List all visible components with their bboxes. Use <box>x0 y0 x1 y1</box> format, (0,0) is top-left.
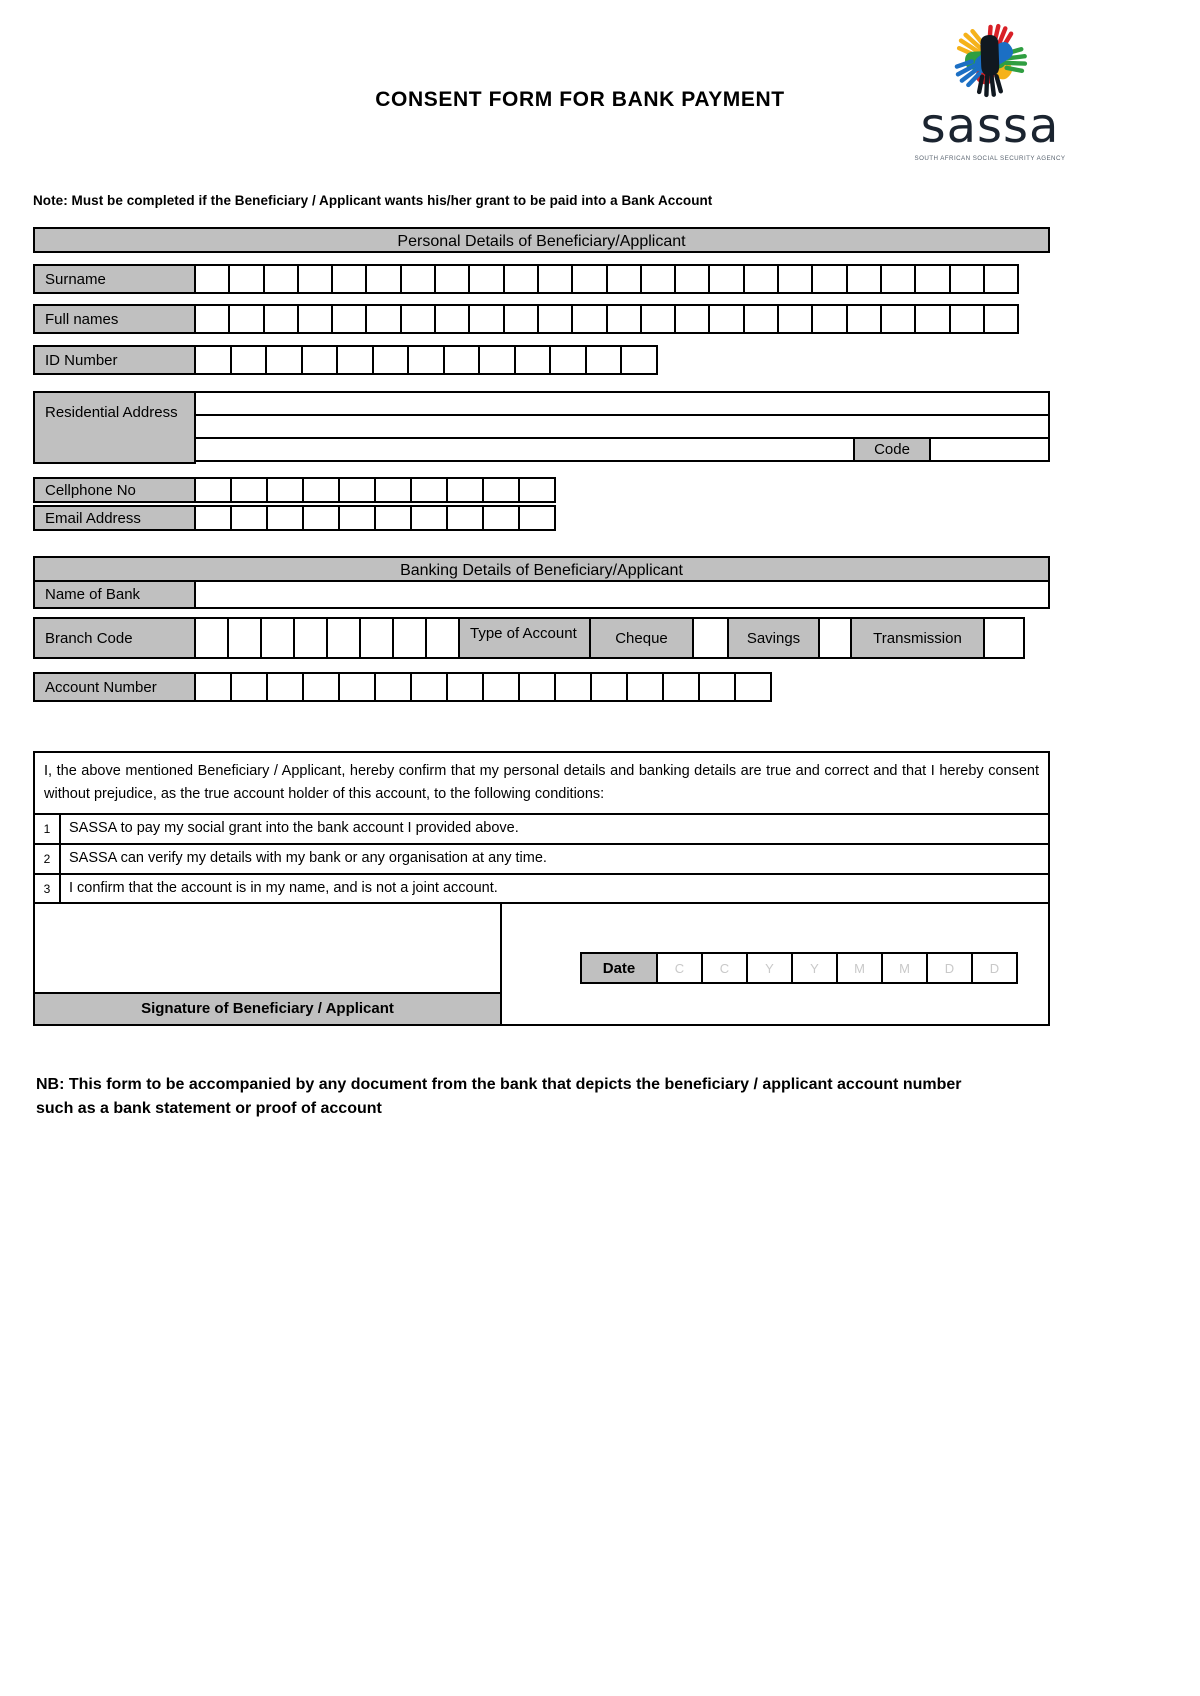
input-cell[interactable] <box>674 304 710 334</box>
input-cell[interactable] <box>662 672 700 702</box>
input-cell[interactable] <box>446 477 484 503</box>
date-cell[interactable]: M <box>836 952 883 984</box>
condition-row <box>35 845 1048 875</box>
input-cell[interactable] <box>336 345 374 375</box>
input-cell[interactable] <box>410 672 448 702</box>
input-cell[interactable] <box>194 304 230 334</box>
input-cell[interactable] <box>266 672 304 702</box>
label-email: Email Address <box>33 505 196 531</box>
input-cell[interactable] <box>228 264 264 294</box>
input-cell[interactable] <box>518 672 556 702</box>
label-date: Date <box>580 952 658 984</box>
input-cell[interactable] <box>227 617 262 659</box>
input-cell[interactable] <box>503 304 539 334</box>
name-of-bank-input[interactable] <box>194 580 1050 609</box>
input-cell[interactable] <box>585 345 623 375</box>
date-cell[interactable]: Y <box>746 952 793 984</box>
address-line-3[interactable] <box>194 437 855 462</box>
date-cell[interactable]: M <box>881 952 928 984</box>
input-cell[interactable] <box>846 264 882 294</box>
input-cell[interactable] <box>293 617 328 659</box>
input-cell[interactable] <box>302 477 340 503</box>
input-cell[interactable] <box>230 672 268 702</box>
date-cell[interactable]: C <box>701 952 748 984</box>
input-cell[interactable] <box>359 617 394 659</box>
input-cell[interactable] <box>554 672 592 702</box>
input-cell[interactable] <box>194 264 230 294</box>
date-field[interactable] <box>580 952 1018 984</box>
input-cell[interactable] <box>446 672 484 702</box>
input-cell[interactable] <box>983 264 1019 294</box>
option-label-cheque: Cheque <box>589 617 694 659</box>
full-names-boxes[interactable] <box>194 304 1019 334</box>
date-cell[interactable]: D <box>971 952 1018 984</box>
input-cell[interactable] <box>302 672 340 702</box>
label-type-of-account: Type of Account <box>458 617 591 659</box>
input-cell[interactable] <box>777 264 813 294</box>
condition-number: 1 <box>35 815 61 843</box>
account-number-boxes[interactable] <box>194 672 772 702</box>
condition-number: 2 <box>35 845 61 873</box>
date-cell[interactable]: C <box>656 952 703 984</box>
personal-details-heading: Personal Details of Beneficiary/Applicant <box>33 227 1050 253</box>
input-cell[interactable] <box>434 304 470 334</box>
input-cell[interactable] <box>503 264 539 294</box>
input-cell[interactable] <box>698 672 736 702</box>
branch-code-boxes[interactable] <box>194 617 460 659</box>
input-cell[interactable] <box>410 505 448 531</box>
surname-boxes[interactable] <box>194 264 1019 294</box>
input-cell[interactable] <box>482 672 520 702</box>
page-title: CONSENT FORM FOR BANK PAYMENT <box>375 88 785 111</box>
input-cell[interactable] <box>914 304 950 334</box>
input-cell[interactable] <box>914 264 950 294</box>
input-cell[interactable] <box>194 672 232 702</box>
input-cell[interactable] <box>482 477 520 503</box>
input-cell[interactable] <box>338 505 376 531</box>
input-cell[interactable] <box>949 264 985 294</box>
label-account-number: Account Number <box>33 672 196 702</box>
input-cell[interactable] <box>708 264 744 294</box>
checkbox-cheque[interactable] <box>692 617 729 659</box>
signature-caption: Signature of Beneficiary / Applicant <box>35 992 500 1024</box>
condition-row <box>35 815 1048 845</box>
input-cell[interactable] <box>266 505 304 531</box>
input-cell[interactable] <box>374 672 412 702</box>
cellphone-boxes[interactable] <box>194 477 556 503</box>
label-branch-code: Branch Code <box>33 617 196 659</box>
logo-wordmark: sassa <box>920 98 1060 154</box>
input-cell[interactable] <box>606 264 642 294</box>
condition-text: SASSA to pay my social grant into the bank account I provided above. <box>69 820 519 837</box>
input-cell[interactable] <box>230 345 268 375</box>
input-cell[interactable] <box>640 264 676 294</box>
label-surname: Surname <box>33 264 196 294</box>
signature-pad[interactable] <box>35 904 500 992</box>
input-cell[interactable] <box>194 617 229 659</box>
input-cell[interactable] <box>590 672 628 702</box>
consent-conditions <box>35 815 1048 904</box>
input-cell[interactable] <box>518 505 556 531</box>
input-cell[interactable] <box>571 304 607 334</box>
input-cell[interactable] <box>194 505 232 531</box>
input-cell[interactable] <box>880 264 916 294</box>
label-id-number: ID Number <box>33 345 196 375</box>
input-cell[interactable] <box>265 345 303 375</box>
input-cell[interactable] <box>777 304 813 334</box>
footer-nb: NB: This form to be accompanied by any document from the bank that depicts the beneficiary / applicant account number such as a bank statement or proof of account <box>36 1076 962 1117</box>
input-cell[interactable] <box>743 304 779 334</box>
input-cell[interactable] <box>331 264 367 294</box>
input-cell[interactable] <box>606 304 642 334</box>
input-cell[interactable] <box>263 264 299 294</box>
address-line-1[interactable] <box>194 391 1050 416</box>
input-cell[interactable] <box>743 264 779 294</box>
banking-details-heading: Banking Details of Beneficiary/Applicant <box>33 556 1050 582</box>
condition-text: I confirm that the account is in my name, and is not a joint account. <box>69 879 498 896</box>
input-cell[interactable] <box>228 304 264 334</box>
consent-intro: I, the above mentioned Beneficiary / Applicant, hereby confirm that my personal details and banking details are true and correct and that I hereby consent without prejudice, as the true account holder of this account, to the following conditions: <box>35 753 1048 815</box>
checkbox-transmission[interactable] <box>983 617 1025 659</box>
signature-box[interactable] <box>35 904 502 1024</box>
input-cell[interactable] <box>425 617 460 659</box>
input-cell[interactable] <box>514 345 552 375</box>
input-cell[interactable] <box>301 345 339 375</box>
input-cell[interactable] <box>518 477 556 503</box>
input-cell[interactable] <box>230 505 268 531</box>
input-cell[interactable] <box>410 477 448 503</box>
input-cell[interactable] <box>674 264 710 294</box>
address-line-2[interactable] <box>194 414 1050 439</box>
input-cell[interactable] <box>194 345 232 375</box>
input-cell[interactable] <box>468 304 504 334</box>
id-number-boxes[interactable] <box>194 345 658 375</box>
input-cell[interactable] <box>407 345 445 375</box>
input-cell[interactable] <box>297 264 333 294</box>
label-full-names: Full names <box>33 304 196 334</box>
date-area <box>502 904 1048 1024</box>
date-boxes[interactable] <box>658 952 1018 984</box>
form-note: Note: Must be completed if the Beneficiary / Applicant wants his/her grant to be paid into a Bank Account <box>33 193 713 208</box>
input-cell[interactable] <box>260 617 295 659</box>
input-cell[interactable] <box>482 505 520 531</box>
signature-and-date-row <box>35 904 1048 1024</box>
input-cell[interactable] <box>811 304 847 334</box>
input-cell[interactable] <box>443 345 481 375</box>
input-cell[interactable] <box>400 304 436 334</box>
input-cell[interactable] <box>194 477 232 503</box>
input-cell[interactable] <box>983 304 1019 334</box>
checkbox-savings[interactable] <box>818 617 852 659</box>
input-cell[interactable] <box>880 304 916 334</box>
input-cell[interactable] <box>374 505 412 531</box>
email-boxes[interactable] <box>194 505 556 531</box>
input-cell[interactable] <box>400 264 436 294</box>
input-cell[interactable] <box>434 264 470 294</box>
input-cell[interactable] <box>365 304 401 334</box>
input-cell[interactable] <box>331 304 367 334</box>
input-cell[interactable] <box>374 477 412 503</box>
date-cell[interactable]: Y <box>791 952 838 984</box>
input-cell[interactable] <box>478 345 516 375</box>
condition-row <box>35 875 1048 905</box>
input-cell[interactable] <box>266 477 304 503</box>
label-code: Code <box>853 437 931 462</box>
input-cell[interactable] <box>571 264 607 294</box>
input-cell[interactable] <box>230 477 268 503</box>
input-cell[interactable] <box>263 304 299 334</box>
input-cell[interactable] <box>338 672 376 702</box>
input-cell[interactable] <box>949 304 985 334</box>
input-cell[interactable] <box>392 617 427 659</box>
label-residential-address: Residential Address <box>33 391 196 464</box>
input-cell[interactable] <box>537 264 573 294</box>
input-cell[interactable] <box>620 345 658 375</box>
input-cell[interactable] <box>326 617 361 659</box>
input-cell[interactable] <box>626 672 664 702</box>
date-cell[interactable]: D <box>926 952 973 984</box>
input-cell[interactable] <box>846 304 882 334</box>
input-cell[interactable] <box>549 345 587 375</box>
input-cell[interactable] <box>734 672 772 702</box>
option-label-transmission: Transmission <box>850 617 985 659</box>
consent-block <box>33 751 1050 1026</box>
input-cell[interactable] <box>338 477 376 503</box>
input-cell[interactable] <box>811 264 847 294</box>
code-input[interactable] <box>929 437 1050 462</box>
input-cell[interactable] <box>297 304 333 334</box>
condition-number: 3 <box>35 875 61 903</box>
input-cell[interactable] <box>302 505 340 531</box>
input-cell[interactable] <box>640 304 676 334</box>
input-cell[interactable] <box>537 304 573 334</box>
input-cell[interactable] <box>365 264 401 294</box>
label-name-of-bank: Name of Bank <box>33 580 196 609</box>
logo-tagline: SOUTH AFRICAN SOCIAL SECURITY AGENCY <box>914 155 1066 162</box>
input-cell[interactable] <box>372 345 410 375</box>
option-label-savings: Savings <box>727 617 820 659</box>
condition-text: SASSA can verify my details with my bank or any organisation at any time. <box>69 849 547 866</box>
input-cell[interactable] <box>468 264 504 294</box>
input-cell[interactable] <box>708 304 744 334</box>
input-cell[interactable] <box>446 505 484 531</box>
label-cellphone: Cellphone No <box>33 477 196 503</box>
